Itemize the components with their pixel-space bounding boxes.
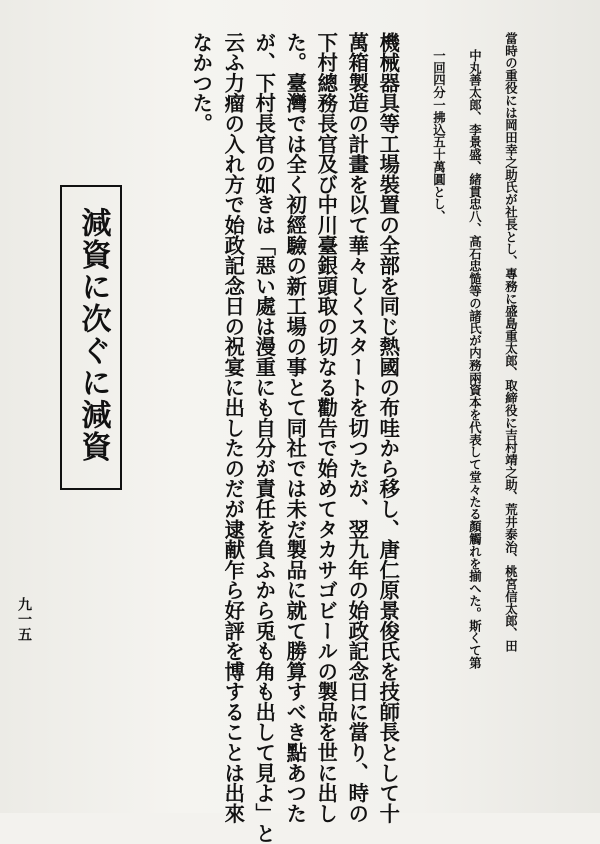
section-heading: 減資に次ぐに減資: [75, 207, 111, 463]
text-column: なかつた。: [189, 32, 214, 134]
text-column: た。臺灣では全く初經驗の新工場の事とて同社では未だ製品に就て勝算すべき點あつた: [283, 32, 308, 824]
section-heading-box: [60, 185, 122, 490]
text-column: 云ふ力瘤の入れ方で始政記念日の祝宴に出したのだが逮献乍ら好評を博することは出來: [221, 32, 246, 824]
page-number: 九一五: [16, 597, 32, 642]
text-column: 下村總務長官及び中川臺銀頭取の切なる勸告で始めてタカサゴビールの製品を世に出し: [314, 32, 339, 824]
text-column: 萬箱製造の計畫を以て華々しくスタートを切つたが、翌九年の始政記念日に當り、時の: [345, 32, 370, 824]
text-column: が、下村長官の如きは「惡い處は漫重にも自分が責任を負ふから兎も角も出して見よ」と: [252, 32, 277, 844]
text-column: 一回四分一拂込五十萬圓とし、: [431, 49, 447, 223]
text-column: 當時の重役には岡田幸之助氏が社長とし、專務に盛島重太郎、取締役に吉村靖之助、荒井泰治、桃宮信太郎、田: [503, 32, 519, 652]
text-column: 機械器具等工場裝置の全部を同じ熱國の布哇から移し、唐仁原景俊氏を技師長として十: [376, 32, 401, 824]
text-column: 中丸善太郎、李景盛、緒貫忠八、高石忠慥等の諸氏が内務兩資本を代表して堂々たる顏觸れを揃へた。斯くて第: [467, 49, 483, 669]
